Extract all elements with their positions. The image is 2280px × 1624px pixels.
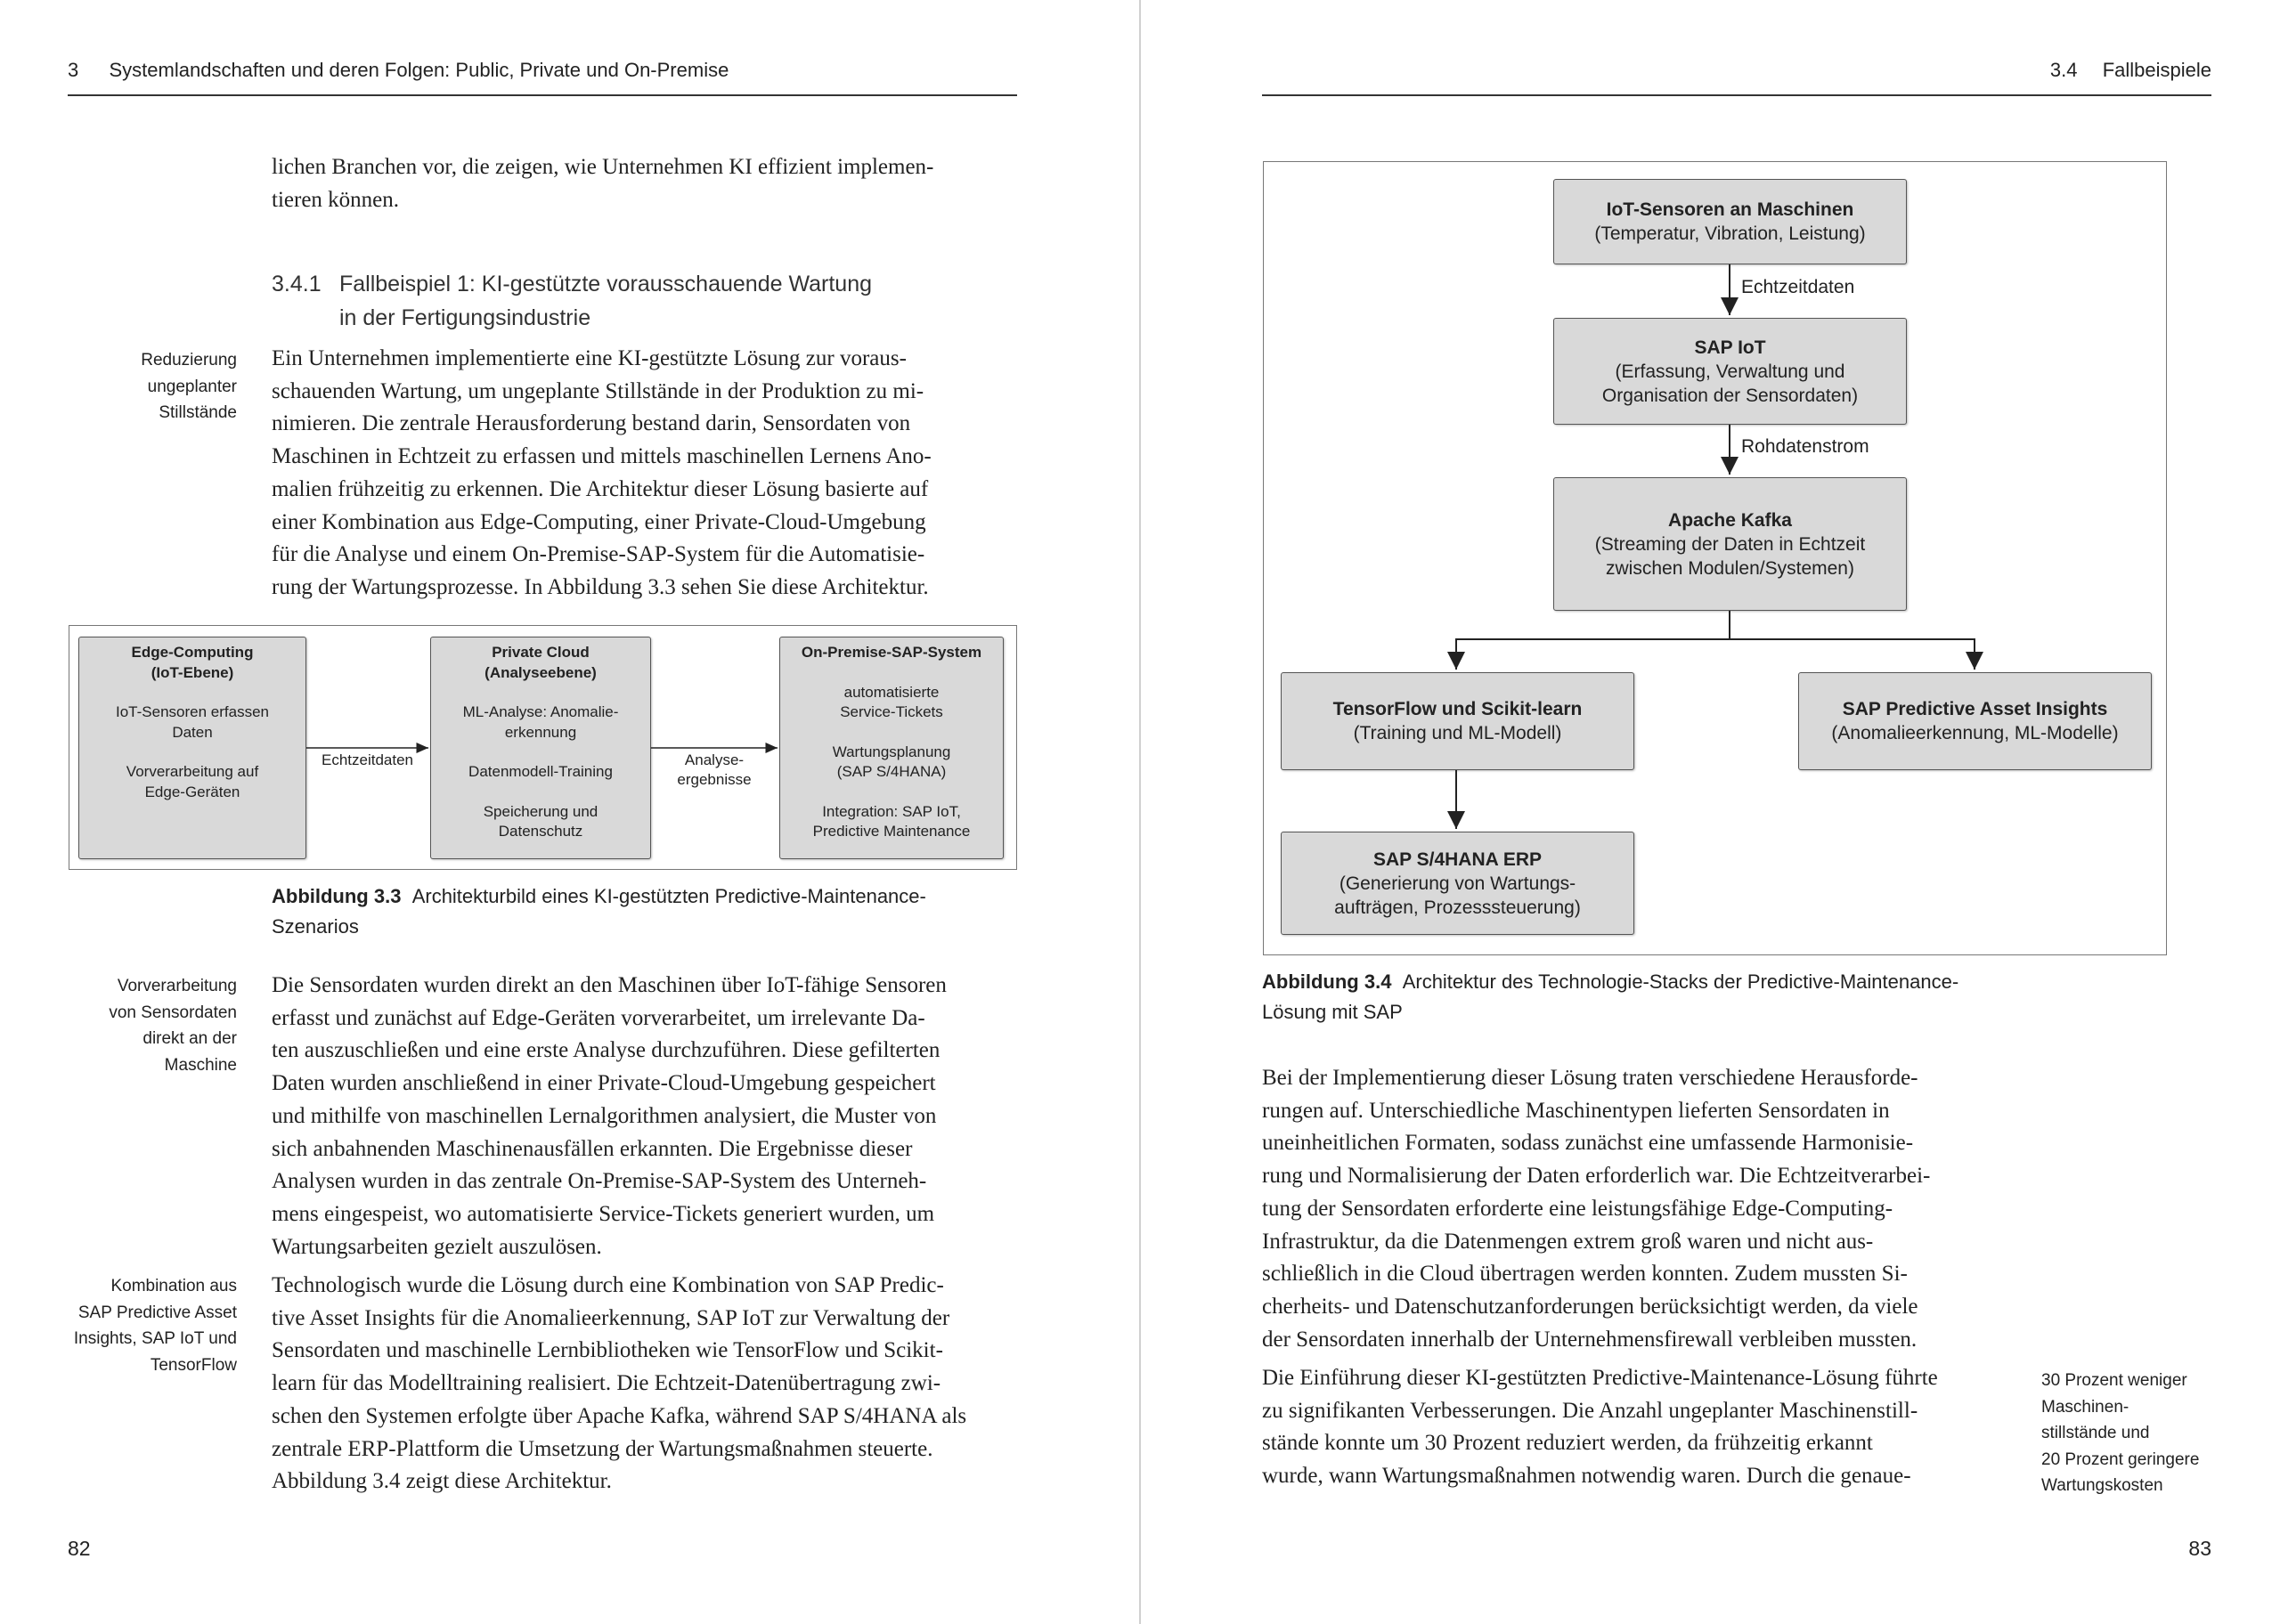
text-line: wurde, wann Wartungsmaßnahmen notwendig waren. Durch die genaue- — [1262, 1464, 1911, 1489]
edge-label-text: ergebnisse — [677, 771, 752, 788]
caption-label: Abbildung 3.3 — [272, 885, 402, 907]
box-text: (SAP S/4HANA) — [836, 763, 947, 780]
text-line: Maschinen in Echtzeit zu erfassen und mittels maschinellen Lernens Ano- — [272, 444, 932, 469]
node-text: (Training und ML-Modell) — [1353, 723, 1562, 743]
text-line: uneinheitlichen Formaten, sodass zunächst eine umfassende Harmonisie- — [1262, 1131, 1914, 1156]
text-line: schauenden Wartung, um ungeplante Stillstände in der Produktion zu mi- — [272, 378, 924, 403]
text-line: Infrastruktur, da die Datenmengen extrem groß waren und nicht aus- — [1262, 1229, 1874, 1254]
margin-note-line: Stillstände — [159, 403, 237, 422]
text-line: einer Kombination aus Edge-Computing, einer Private-Cloud-Umgebung — [272, 509, 926, 534]
box-text: Vorverarbeitung auf — [126, 763, 259, 780]
node-text: (Generierung von Wartungs- — [1339, 873, 1576, 894]
header-rule — [68, 94, 1017, 96]
text-line: stände konnte um 30 Prozent reduziert werden, da frühzeitig erkannt — [1262, 1431, 1873, 1456]
paragraph-1 — [272, 343, 1017, 605]
box-text: IoT-Sensoren erfassen — [116, 703, 269, 720]
node-title: SAP IoT — [1694, 337, 1766, 358]
caption-text: Architektur des Technologie-Stacks der Predictive-Maintenance- — [1402, 970, 1959, 993]
node-text: zwischen Modulen/Systemen) — [1606, 557, 1854, 579]
margin-note-kombination — [68, 1273, 237, 1378]
text-line: und mithilfe von maschinellen Lernalgorithmen analysiert, die Muster von — [272, 1103, 937, 1128]
chapter-number: 3 — [68, 59, 79, 81]
paragraph-3 — [272, 1270, 1017, 1498]
margin-note-line: stillstände und — [2041, 1424, 2150, 1442]
intro-text — [272, 151, 1017, 216]
edge-label-text: Echtzeitdaten — [321, 751, 413, 768]
box-title: Edge-Computing — [131, 644, 254, 661]
page-number-right: 83 — [2188, 1537, 2211, 1560]
node-text: aufträgen, Prozesssteuerung) — [1334, 897, 1581, 918]
figure-3-4-arrows — [1264, 162, 2166, 954]
node-title: Apache Kafka — [1668, 509, 1792, 531]
node-text: Organisation der Sensordaten) — [1601, 385, 1859, 406]
node-title: SAP Predictive Asset Insights — [1842, 699, 2108, 719]
box-text: Wartungsplanung — [832, 743, 951, 760]
node-text: (Erfassung, Verwaltung und — [1615, 361, 1845, 382]
node-title: TensorFlow und Scikit-learn — [1332, 699, 1583, 719]
text-line: Abbildung 3.4 zeigt diese Architektur. — [272, 1469, 612, 1494]
margin-note-line: Maschinen- — [2041, 1397, 2129, 1417]
section-title: Fallbeispiele — [2102, 59, 2211, 81]
chapter-title: Systemlandschaften und deren Folgen: Public, Private und On-Premise — [109, 59, 729, 81]
margin-note-line: von Sensordaten — [109, 1003, 237, 1022]
margin-note-line: ungeplanter — [147, 377, 237, 396]
section-number: 3.4 — [2049, 59, 2078, 81]
text-line: zentrale ERP-Plattform die Umsetzung der Wartungsmaßnahmen steuerte. — [272, 1436, 933, 1461]
text-line: Daten wurden anschließend in einer Private-Cloud-Umgebung gespeichert — [272, 1071, 936, 1096]
caption-text: Szenarios — [272, 915, 359, 938]
section-title-line: Fallbeispiel 1: KI-gestützte vorausschauende Wartung — [339, 272, 873, 296]
arrow-kafka-to-pai — [1730, 639, 1975, 670]
figure-caption-3-4 — [1262, 967, 2001, 1027]
paragraph-right-2 — [1262, 1362, 2007, 1493]
margin-note-vorverarbeitung — [68, 973, 237, 1078]
box-title: Private Cloud — [492, 644, 590, 661]
edge-label-echtzeitdaten — [306, 751, 428, 770]
margin-note-line: Vorverarbeitung — [117, 977, 237, 995]
text-line: Wartungsarbeiten gezielt auszulösen. — [272, 1234, 602, 1259]
text-line: Bei der Implementierung dieser Lösung traten verschiedene Herausforde- — [1262, 1066, 1918, 1090]
text-line: cherheits- und Datenschutzanforderungen berücksichtigt werden, da viele — [1262, 1294, 1918, 1319]
figure-3-3 — [69, 625, 1017, 870]
node-text: (Streaming der Daten in Echtzeit — [1594, 533, 1866, 555]
text-line: learn für das Modelltraining realisiert. Die Echtzeit-Datenübertragung zwi- — [272, 1371, 941, 1396]
text-line: nimieren. Die zentrale Herausforderung bestand darin, Sensordaten von — [272, 411, 911, 436]
box-text: Speicherung und — [483, 802, 598, 820]
box-title: (Analyseebene) — [484, 663, 597, 681]
caption-text: Architekturbild eines KI-gestützten Predictive-Maintenance- — [411, 885, 926, 907]
box-title: (IoT-Ebene) — [151, 663, 234, 681]
box-text: automatisierte — [843, 683, 940, 701]
margin-note-ergebnisse — [2041, 1368, 2219, 1499]
margin-note-line: Maschine — [164, 1055, 237, 1075]
text-line: erfasst und zunächst auf Edge-Geräten vorverarbeitet, um irrelevante Da- — [272, 1005, 925, 1030]
header-rule — [1262, 94, 2211, 96]
page-number-left: 82 — [68, 1537, 91, 1560]
text-line: sich anbahnenden Maschinenausfällen erkannten. Die Ergebnisse dieser — [272, 1136, 913, 1161]
figure-3-4 — [1263, 161, 2167, 955]
margin-note-line: SAP Predictive Asset — [77, 1303, 237, 1322]
text-line: der Sensordaten innerhalb der Unternehmensfirewall verbleiben mussten. — [1262, 1327, 1918, 1352]
figure-3-3-arrows — [69, 626, 1016, 869]
running-header-left — [68, 59, 729, 82]
caption-text: Lösung mit SAP — [1262, 1001, 1403, 1023]
margin-note-line: Insights, SAP IoT und — [73, 1329, 237, 1348]
margin-note-line: Reduzierung — [141, 351, 237, 369]
margin-note-line: TensorFlow — [150, 1355, 237, 1375]
section-heading — [272, 267, 1017, 335]
paragraph-right-1 — [1262, 1062, 2007, 1356]
box-text: erkennung — [504, 723, 577, 741]
margin-note-line: 20 Prozent geringere — [2041, 1449, 2200, 1469]
text-line: rungen auf. Unterschiedliche Maschinentypen lieferten Sensordaten in — [1262, 1098, 1890, 1123]
text-line: ten auszuschließen und eine erste Analyse durchzuführen. Diese gefilterten — [272, 1038, 940, 1063]
text-line: Ein Unternehmen implementierte eine KI-gestützte Lösung zur voraus- — [272, 346, 907, 370]
text-line: schen den Systemen erfolgte über Apache Kafka, während SAP S/4HANA als — [272, 1403, 967, 1428]
text-line: tung der Sensordaten erforderte eine leistungsfähige Edge-Computing- — [1262, 1196, 1893, 1221]
running-header-right — [1141, 59, 2211, 82]
arrow-kafka-to-tensorflow — [1456, 611, 1730, 670]
text-line: mens eingespeist, wo automatisierte Service-Tickets generiert wurden, um — [272, 1201, 935, 1226]
edge-label-text: Analyse- — [684, 751, 745, 768]
node-text: (Anomalieerkennung, ML-Modelle) — [1831, 723, 2119, 743]
section-number: 3.4.1 — [272, 272, 322, 296]
node-title: IoT-Sensoren an Maschinen — [1606, 199, 1854, 220]
margin-note-line: Kombination aus — [110, 1277, 237, 1295]
text-line: für die Analyse und einem On-Premise-SAP-System für die Automatisie- — [272, 542, 925, 567]
edge-label-echtzeitdaten: Echtzeitdaten — [1741, 277, 1855, 297]
text-line: Sensordaten und maschinelle Lernbibliotheken wie TensorFlow und Scikit- — [272, 1338, 943, 1363]
text-line: rung und Normalisierung der Daten erforderlich war. Die Echtzeitverarbei- — [1262, 1164, 1931, 1189]
margin-note-line: 30 Prozent weniger — [2041, 1371, 2187, 1390]
box-title: On-Premise-SAP-System — [801, 644, 982, 661]
box-text: Datenmodell-Training — [468, 763, 613, 780]
text-line: Analysen wurden in das zentrale On-Premise-SAP-System des Unterneh- — [272, 1169, 927, 1194]
edge-label-rohdatenstrom: Rohdatenstrom — [1741, 436, 1869, 457]
paragraph-2 — [272, 970, 1017, 1263]
margin-note-stillstaende — [68, 347, 237, 426]
left-page — [0, 0, 1139, 1624]
right-page — [1141, 0, 2280, 1624]
box-text: Datenschutz — [498, 823, 583, 840]
section-title-line: in der Fertigungsindustrie — [339, 305, 591, 330]
text-line: tive Asset Insights für die Anomalieerkennung, SAP IoT zur Verwaltung der — [272, 1305, 950, 1330]
figure-caption-3-3 — [272, 881, 1017, 942]
caption-label: Abbildung 3.4 — [1262, 970, 1392, 993]
text-line: schließlich in die Cloud übertragen werden konnten. Zudem mussten Si- — [1262, 1262, 1908, 1287]
text-line: Technologisch wurde die Lösung durch eine Kombination von SAP Predic- — [272, 1273, 944, 1297]
node-text: (Temperatur, Vibration, Leistung) — [1594, 223, 1866, 244]
node-title: SAP S/4HANA ERP — [1372, 849, 1543, 870]
text-line: lichen Branchen vor, die zeigen, wie Unternehmen KI effizient implemen- — [272, 155, 934, 179]
margin-note-line: direkt an der — [142, 1029, 237, 1048]
text-line: Die Einführung dieser KI-gestützten Predictive-Maintenance-Lösung führte — [1262, 1366, 1938, 1390]
box-text: Service-Tickets — [840, 703, 943, 720]
text-line: Die Sensordaten wurden direkt an den Maschinen über IoT-fähige Sensoren — [272, 973, 947, 997]
box-text: Edge-Geräten — [144, 783, 240, 800]
edge-label-analyseergebnisse — [651, 751, 778, 790]
text-line: rung der Wartungsprozesse. In Abbildung 3.3 sehen Sie diese Architektur. — [272, 574, 929, 599]
text-line: malien frühzeitig zu erkennen. Die Architektur dieser Lösung basierte auf — [272, 476, 929, 501]
text-line: zu signifikanten Verbesserungen. Die Anzahl ungeplanter Maschinenstill- — [1262, 1398, 1918, 1423]
box-text: Integration: SAP IoT, — [822, 802, 961, 820]
margin-note-line: Wartungskosten — [2041, 1476, 2163, 1495]
box-text: Predictive Maintenance — [812, 823, 971, 840]
box-text: Daten — [172, 723, 213, 741]
box-text: ML-Analyse: Anomalie- — [462, 703, 619, 720]
text-line: tieren können. — [272, 187, 400, 212]
